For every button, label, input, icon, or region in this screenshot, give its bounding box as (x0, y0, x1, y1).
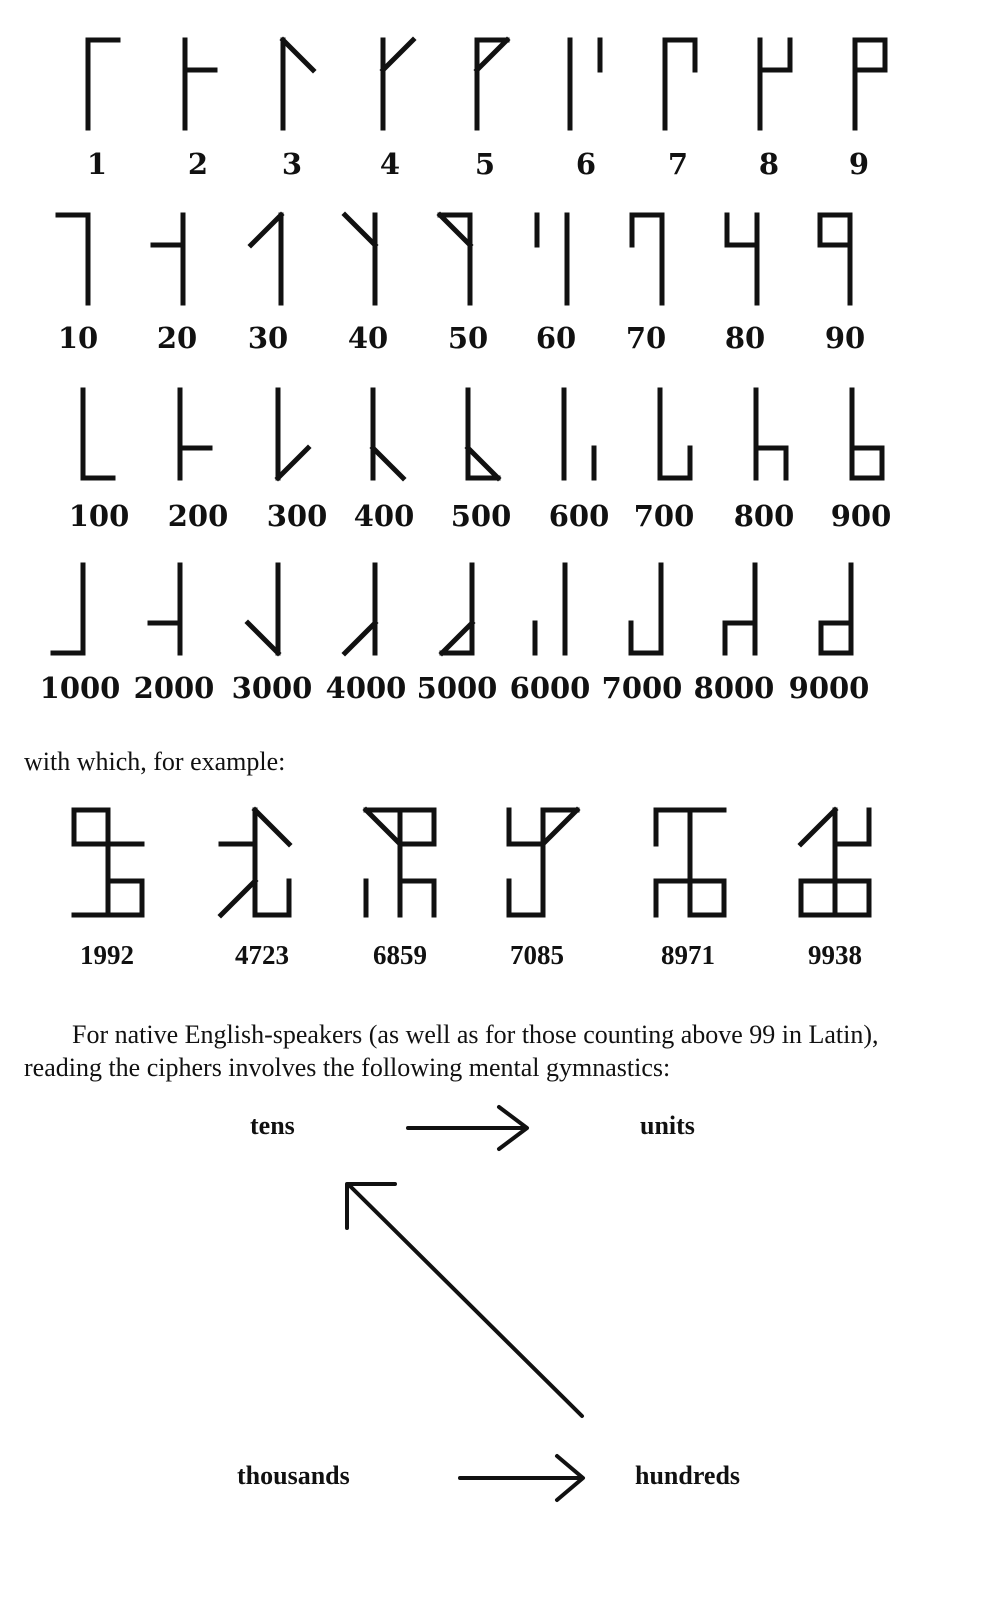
numeral-label: 3 (281, 147, 303, 181)
numeral-label: 800 (733, 499, 795, 533)
numeral-label: 9000 (788, 671, 870, 705)
example-label: 6859 (373, 940, 427, 970)
arrow-tens-to-units (408, 1107, 527, 1149)
numeral-label: 2 (187, 147, 209, 181)
label-hundreds: hundreds (635, 1461, 741, 1490)
numeral-label: 600 (548, 499, 610, 533)
numeral-label: 80 (724, 321, 766, 355)
label-units: units (640, 1111, 695, 1140)
numeral-label: 70 (625, 321, 667, 355)
numeral-label: 1000 (39, 671, 121, 705)
numeral-label: 8000 (693, 671, 775, 705)
paragraph-line-2: reading the ciphers involves the following mental gymnastics: (24, 1053, 671, 1082)
numeral-label: 400 (353, 499, 415, 533)
example-label: 7085 (510, 940, 564, 970)
numeral-label: 8 (758, 147, 780, 181)
label-tens: tens (250, 1111, 295, 1140)
numeral-label: 5 (474, 147, 496, 181)
numeral-label: 50 (447, 321, 489, 355)
numeral-label: 1 (86, 147, 108, 181)
example-label: 4723 (235, 940, 289, 970)
example-label: 8971 (661, 940, 715, 970)
numeral-label: 300 (266, 499, 328, 533)
arrow-hundreds-to-tens (347, 1184, 582, 1416)
intro-text: with which, for example: (24, 747, 286, 776)
numeral-label: 4 (379, 147, 401, 181)
example-label: 9938 (808, 940, 862, 970)
numeral-label: 3000 (231, 671, 313, 705)
numeral-label: 6000 (509, 671, 591, 705)
numeral-label: 9 (848, 147, 870, 181)
example-label: 1992 (80, 940, 134, 970)
numeral-label: 10 (57, 321, 99, 355)
numeral-label: 7 (667, 147, 689, 181)
numeral-label: 5000 (416, 671, 498, 705)
arrow-thousands-to-hundreds (460, 1456, 583, 1500)
label-thousands: thousands (237, 1461, 350, 1490)
numeral-label: 500 (450, 499, 512, 533)
numeral-label: 7000 (601, 671, 683, 705)
paragraph-line-1: For native English-speakers (as well as for those counting above 99 in Latin), (72, 1020, 879, 1049)
numeral-label: 2000 (133, 671, 215, 705)
numeral-label: 20 (156, 321, 198, 355)
numeral-label: 60 (535, 321, 577, 355)
numeral-label: 40 (347, 321, 389, 355)
numeral-label: 4000 (325, 671, 407, 705)
numeral-label: 200 (167, 499, 229, 533)
numeral-label: 30 (247, 321, 289, 355)
numeral-label: 100 (68, 499, 130, 533)
numeral-label: 700 (633, 499, 695, 533)
numeral-label: 90 (824, 321, 866, 355)
numeral-label: 900 (830, 499, 892, 533)
numeral-label: 6 (575, 147, 597, 181)
